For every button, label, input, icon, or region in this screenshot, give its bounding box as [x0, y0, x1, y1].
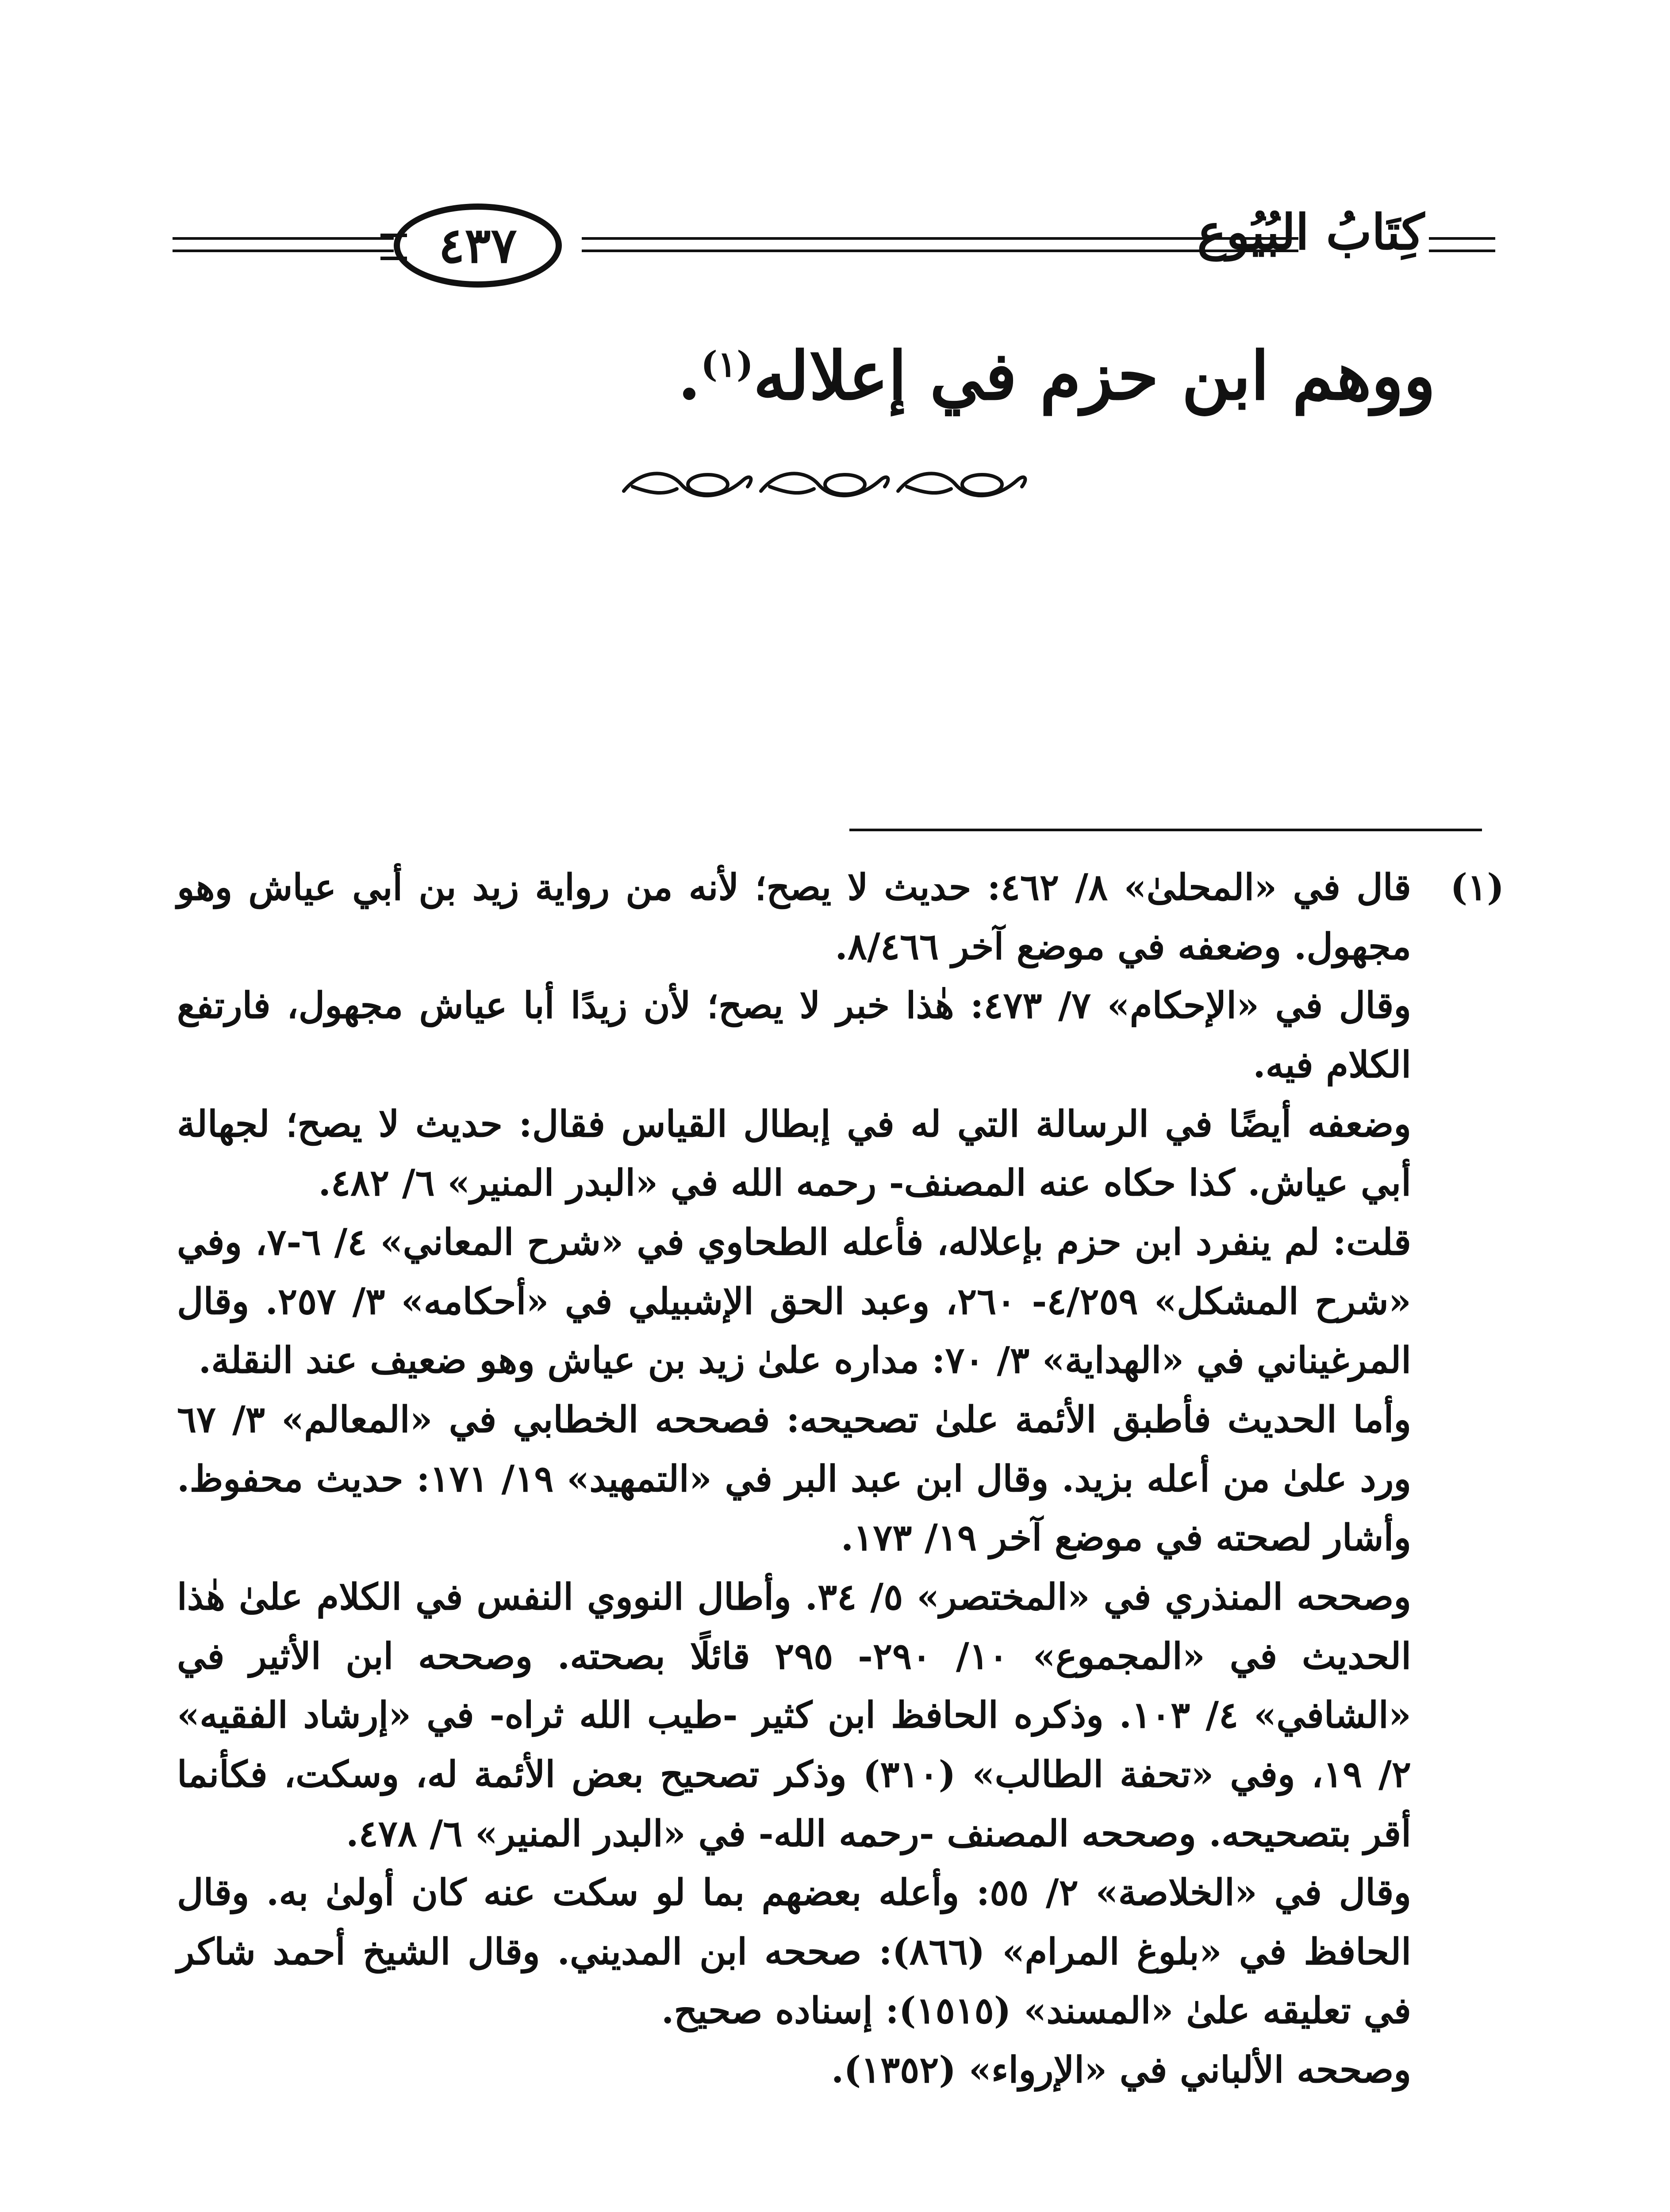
page-header	[173, 195, 1495, 301]
section-ornament-icon	[615, 460, 1035, 509]
footnote-paragraph: قال في «المحلىٰ» ٨/ ٤٦٢: حديث لا يصح؛ لأنه من رواية زيد بن أبي عياش وهو مجهول. وضعفه في موضع آخر ٨/٤٦٦.	[177, 866, 1412, 968]
header-rule	[582, 250, 1298, 252]
running-title: كِتَابُ البُيُوع	[1197, 204, 1424, 261]
header-rule	[173, 250, 394, 252]
header-rule	[582, 237, 1298, 240]
footnote	[177, 858, 1504, 2100]
footnote-reference: (١)	[701, 343, 753, 385]
footnote-paragraph: وقال في «الإحكام» ٧/ ٤٧٣: هٰذا خبر لا يصح؛ لأن زيدًا أبا عياش مجهول، فارتفع الكلام فيه.	[177, 984, 1412, 1086]
footnote-paragraph: قلت: لم ينفرد ابن حزم بإعلاله، فأعله الطحاوي في «شرح المعاني» ٤/ ٦-٧، وفي «شرح المشكل» ٤/٢٥٩- ٢٦٠، وعبد الحق الإشبيلي في «أحكامه» ٣/ ٢٥٧. وقال المرغيناني في «الهداية» ٣/ ٧٠: مداره علىٰ زيد بن عياش وهو ضعيف عند النقلة.	[177, 1221, 1411, 1382]
footnote-paragraph: وضعفه أيضًا في الرسالة التي له في إبطال القياس فقال: حديث لا يصح؛ لجهالة أبي عياش. كذا حكاه عنه المصنف- رحمه الله في «البدر المنير» ٦/ ٤٨٢.	[177, 1102, 1411, 1205]
footnote-paragraph: وصححه الألباني في «الإرواء» (١٣٥٢).	[831, 2049, 1411, 2092]
footnote-paragraph: وقال في «الخلاصة» ٢/ ٥٥: وأعله بعضهم بما لو سكت عنه كان أولىٰ به. وقال الحافظ في «بلوغ المرام» (٨٦٦): صححه ابن المديني. وقال الشيخ أحمد شاكر في تعليقه علىٰ «المسند» (١٥١٥): إسناده صحيح.	[177, 1871, 1412, 2032]
main-text-line	[678, 336, 1436, 416]
header-rule	[1429, 237, 1495, 240]
header-rule	[173, 237, 394, 240]
footnote-paragraph: وصححه المنذري في «المختصر» ٥/ ٣٤. وأطال النووي النفس في الكلام علىٰ هٰذا الحديث في «المجموع» ١٠/ ٢٩٠- ٢٩٥ قائلًا بصحته. وصححه ابن الأثير في «الشافي» ٤/ ١٠٣. وذكره الحافظ ابن كثير -طيب الله ثراه- في «إرشاد الفقيه» ٢/ ١٩، وفي «تحفة الطالب» (٣١٠) وذكر تصحيح بعض الأئمة له، وسكت، فكأنما أقر بتصحيحه. وصححه المصنف -رحمه الله- في «البدر المنير» ٦/ ٤٧٨.	[177, 1575, 1412, 1855]
footnote-paragraph: وأما الحديث فأطبق الأئمة علىٰ تصحيحه: فصححه الخطابي في «المعالم» ٣/ ٦٧ ورد علىٰ من أعله بزيد. وقال ابن عبد البر في «التمهيد» ١٩/ ١٧١: حديث محفوظ. وأشار لصحته في موضع آخر ١٩/ ١٧٣.	[177, 1398, 1412, 1559]
footnote-separator	[849, 829, 1482, 831]
footnote-body	[177, 858, 1411, 2100]
header-rule	[1429, 250, 1495, 252]
main-text: ووهم ابن حزم في إعلاله	[753, 337, 1436, 415]
page-number-frame	[394, 204, 562, 288]
footnote-marker: (١)	[1450, 866, 1504, 909]
page-number: ٤٣٧	[438, 217, 517, 274]
main-end-punctuation: .	[677, 337, 701, 415]
